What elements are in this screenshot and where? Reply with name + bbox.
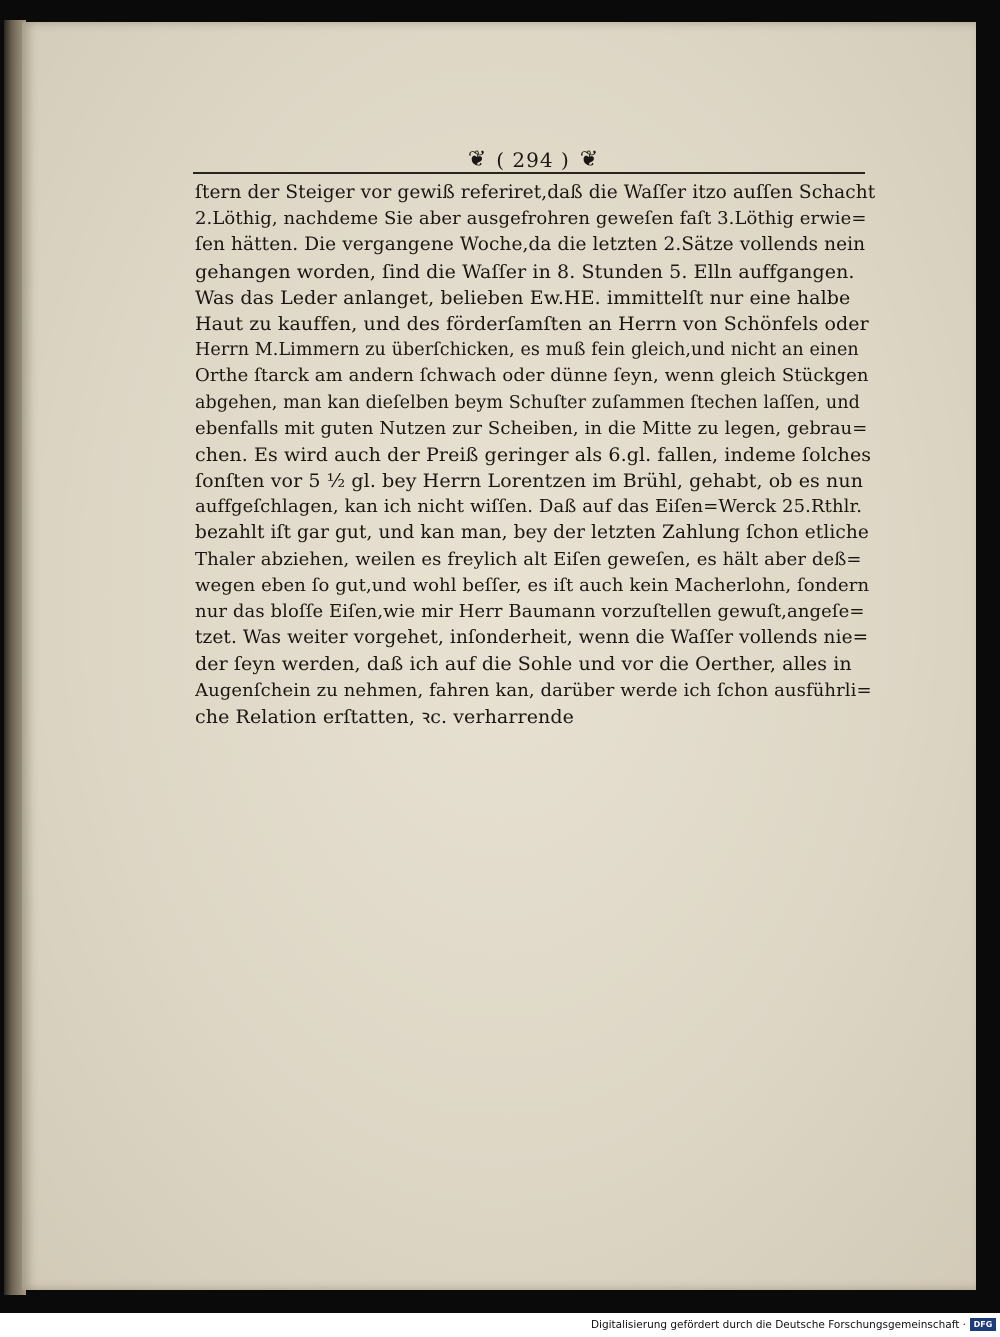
text-line: Augenſchein zu nehmen, fahren kan, darüber werde ich ſchon ausführli=: [195, 679, 872, 701]
dfg-logo: DFG: [970, 1318, 996, 1331]
text-line: auffgeſchlagen, kan ich nicht wiſſen. Daß auf das Eiſen=Werck 25.Rthlr.: [195, 496, 863, 518]
text-line: ebenfalls mit guten Nutzen zur Scheiben, in die Mitte zu legen, gebrau=: [195, 417, 868, 439]
text-line: ſen hätten. Die vergangene Woche,da die letzten 2.Sätze vollends nein: [195, 234, 866, 256]
body-text: [195, 180, 875, 730]
text-line: Haut zu kauffen, und des förderſamſten an Herrn von Schönfels oder: [195, 312, 869, 335]
text-line: bezahlt iſt gar gut, und kan man, bey der letzten Zahlung ſchon etliche: [195, 522, 869, 544]
text-line: Herrn M.Limmern zu überſchicken, es muß fein gleich,und nicht an einen: [195, 340, 859, 361]
text-line: chen. Es wird auch der Preiß geringer als 6.gl. fallen, indeme ſolches: [195, 443, 872, 466]
text-line: Was das Leder anlanget, belieben Ew.HE. immittelſt nur eine halbe: [195, 286, 851, 309]
text-line: nur das bloſſe Eiſen,wie mir Herr Baumann vorzuſtellen gewuſt,angeſe=: [195, 601, 865, 622]
text-line: der ſeyn werden, daß ich auf die Sohle und vor die Oerther, alles in: [195, 653, 852, 676]
text-line: tzet. Was weiter vorgehet, inſonderheit, wenn die Waſſer vollends nie=: [195, 627, 869, 649]
page-number: ( 294 ): [496, 148, 570, 172]
text-line: abgehen, man kan dieſelben beym Schuſter zuſammen ſtechen laſſen, und: [195, 392, 860, 413]
text-line: ſtern der Steiger vor gewiß referiret,daß die Waſſer itzo auſſen Schacht: [195, 182, 875, 203]
text-line: ſonſten vor 5 ½ gl. bey Herrn Lorentzen im Brühl, gehabt, ob es nun: [195, 470, 864, 493]
funding-credit: Digitalisierung gefördert durch die Deutsche Forschungsgemeinschaft ·: [590, 1319, 966, 1331]
text-line: gehangen worden, ſind die Waſſer in 8. Stunden 5. Elln auffgangen.: [195, 260, 855, 283]
text-line: Thaler abziehen, weilen es freylich alt Eiſen geweſen, es hält aber deß=: [195, 548, 862, 570]
text-line: wegen eben ſo gut,und wohl beſſer, es iſt auch kein Macherlohn, ſondern: [195, 574, 870, 596]
footer-bar: [0, 1313, 1000, 1337]
text-line: 2.Löthig, nachdeme Sie aber ausgefrohren geweſen faſt 3.Löthig erwie=: [195, 208, 867, 230]
right-ornament-icon: ❦: [579, 147, 599, 172]
text-line: che Relation erſtatten, ꝛc. verharrende: [195, 705, 574, 728]
header-rule: [193, 172, 865, 174]
left-ornament-icon: ❦: [467, 147, 487, 172]
text-line: Orthe ſtarck am andern ſchwach oder dünne ſeyn, wenn gleich Stückgen: [195, 365, 869, 387]
